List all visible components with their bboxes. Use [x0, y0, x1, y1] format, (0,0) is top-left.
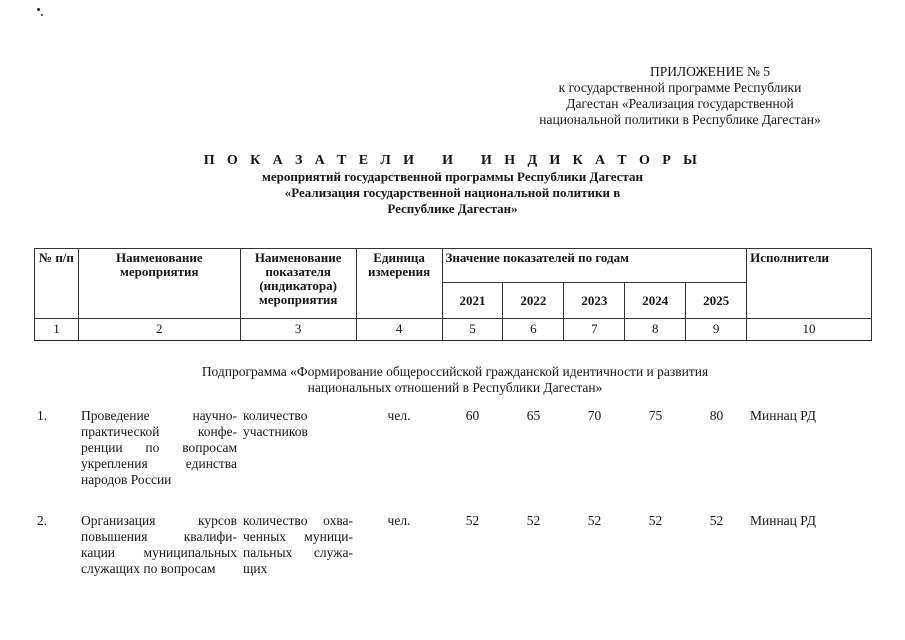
subprogram-line: Подпрограмма «Формирование общероссийской гражданской идентичности и развития [201, 364, 709, 379]
row-value: 52 [587, 513, 602, 528]
header-num: № п/п [35, 249, 79, 319]
row-unit: чел. [387, 513, 411, 528]
column-number: 4 [356, 319, 442, 341]
heading-title: П О К А З А Т Е Л И И И Н Д И К А Т О Р Ы [203, 153, 702, 168]
row-indicator: количество участников [243, 408, 308, 439]
scan-speck [41, 14, 43, 16]
year-header: 2024 [625, 283, 686, 319]
year-header: 2023 [564, 283, 625, 319]
appendix-line: Дагестан «Реализация государственной [566, 96, 794, 111]
row-executor: Миннац РД [750, 408, 816, 423]
year-header: 2022 [503, 283, 564, 319]
row-value: 52 [526, 513, 541, 528]
subprogram-line: национальных отношений в Республики Дагестан» [307, 380, 603, 395]
row-num: 1. [37, 408, 48, 423]
subprogram-title [115, 364, 795, 396]
header-row [35, 249, 872, 283]
column-number: 1 [35, 319, 79, 341]
appendix-line: национальной политики в Республике Дагестан» [539, 112, 821, 127]
row-num: 2. [37, 513, 48, 528]
row-value: 80 [709, 408, 724, 423]
row-value: 70 [587, 408, 602, 423]
indicators-table [34, 248, 872, 341]
row-value: 75 [648, 408, 663, 423]
header-executors: Исполнители [747, 249, 872, 319]
column-number: 10 [747, 319, 872, 341]
header-unit: Единица измерения [356, 249, 442, 319]
column-number-row [35, 319, 872, 341]
row-event: Организация курсов повышения квалифи-кации муниципальных служащих по вопросам [81, 513, 237, 576]
row-event: Проведение научно-практической конфе-ренции по вопросам укрепления единства народов России [81, 408, 237, 487]
header-values: Значение показателей по годам [442, 249, 747, 283]
row-value: 65 [526, 408, 541, 423]
column-number: 5 [442, 319, 503, 341]
row-value: 52 [648, 513, 663, 528]
table-row [34, 408, 872, 488]
row-unit: чел. [387, 408, 411, 423]
row-value: 52 [465, 513, 480, 528]
header-indicator: Наименование показателя (индикатора) мероприятия [240, 249, 356, 319]
appendix-line: к государственной программе Республики [558, 80, 802, 95]
row-value: 60 [465, 408, 480, 423]
column-number: 3 [240, 319, 356, 341]
year-header: 2025 [686, 283, 747, 319]
column-number: 2 [78, 319, 240, 341]
scan-speck [37, 8, 40, 11]
appendix-title: ПРИЛОЖЕНИЕ № 5 [649, 64, 771, 79]
heading-line: мероприятий государственной программы Республики Дагестан [262, 169, 643, 184]
appendix-block [500, 64, 860, 128]
row-executor: Миннац РД [750, 513, 816, 528]
row-value: 52 [709, 513, 724, 528]
column-number: 8 [625, 319, 686, 341]
row-indicator: количество охва-ченных муници-пальных служа-щих [243, 513, 353, 576]
table-row [34, 513, 872, 577]
heading-line: Республике Дагестан» [387, 201, 518, 216]
heading-line: «Реализация государственной национальной политики в [284, 185, 621, 200]
document-heading [200, 153, 705, 217]
column-number: 7 [564, 319, 625, 341]
column-number: 9 [686, 319, 747, 341]
year-header: 2021 [442, 283, 503, 319]
column-number: 6 [503, 319, 564, 341]
header-event: Наименование мероприятия [78, 249, 240, 319]
